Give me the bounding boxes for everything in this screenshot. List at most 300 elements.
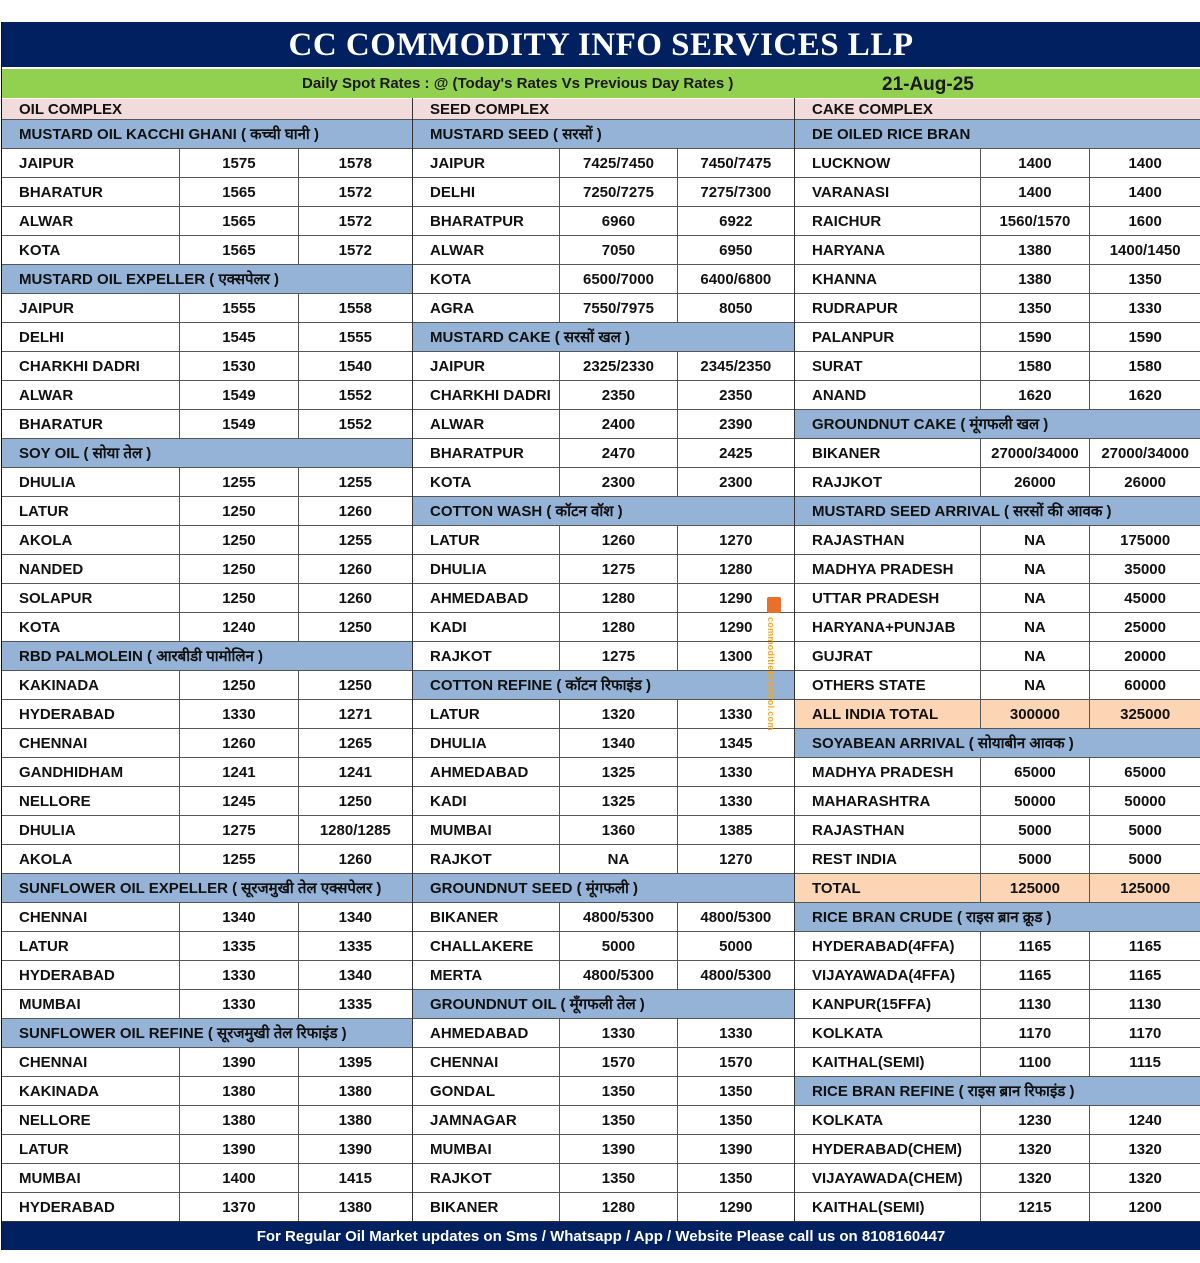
market-name: DHULIA [413, 729, 560, 757]
table-row [413, 1105, 794, 1134]
table-row [413, 525, 794, 554]
today-rate: 1580 [981, 352, 1091, 380]
previous-rate: 1260 [338, 503, 372, 520]
today-rate: 1555 [180, 294, 298, 322]
table-row [413, 757, 794, 786]
previous-rate: 1290 [719, 619, 753, 636]
previous-rate: 1130 [1128, 996, 1162, 1013]
previous-rate: 1350 [719, 1112, 753, 1129]
market-name: HYDERABAD(CHEM) [795, 1135, 981, 1163]
previous-rate: 1255 [338, 532, 372, 549]
today-rate: NA [981, 613, 1091, 641]
today-rate: NA [560, 845, 677, 873]
table-row [413, 931, 794, 960]
today-rate: 1330 [560, 1019, 677, 1047]
today-rate: 1245 [180, 787, 298, 815]
section-title: SUNFLOWER OIL REFINE ( सूरजमुखी तेल रिफाइंड ) [2, 1018, 412, 1047]
section-title: RICE BRAN REFINE ( राइस ब्रान रिफाइंड ) [795, 1076, 1200, 1105]
section-title: COTTON REFINE ( कॉटन रिफाइंड ) [413, 670, 794, 699]
market-name: AKOLA [2, 526, 180, 554]
today-rate: 1575 [180, 149, 298, 177]
previous-rate: 1335 [338, 938, 372, 955]
previous-rate: 1250 [338, 619, 372, 636]
section-title: RBD PALMOLEIN ( आरबीडी पामोलिन ) [2, 641, 412, 670]
table-row [795, 1134, 1200, 1163]
previous-rate: 1380 [338, 1112, 372, 1129]
today-rate: 1250 [180, 526, 298, 554]
previous-rate: 1240 [1128, 1112, 1162, 1129]
market-name: AGRA [413, 294, 560, 322]
section-title: GROUNDNUT SEED ( मूंगफली ) [413, 873, 794, 902]
rates-label: Daily Spot Rates : @ (Today's Rates Vs Previous Day Rates ) [302, 75, 734, 92]
market-name: HYDERABAD [2, 961, 180, 989]
table-row [413, 728, 794, 757]
table-row [795, 264, 1200, 293]
market-name: CHENNAI [2, 729, 180, 757]
table-row [2, 1163, 412, 1192]
market-name: NELLORE [2, 1106, 180, 1134]
market-name: BIKANER [795, 439, 981, 467]
report-date: 21-Aug-25 [882, 74, 974, 95]
market-name: LATUR [2, 1135, 180, 1163]
market-name: KAITHAL(SEMI) [795, 1048, 981, 1076]
table-row [2, 235, 412, 264]
previous-rate: 1350 [719, 1170, 753, 1187]
market-name: BHARATUR [2, 410, 180, 438]
table-row [795, 148, 1200, 177]
today-rate: 1170 [981, 1019, 1091, 1047]
today-rate: 1275 [180, 816, 298, 844]
today-rate: 1560/1570 [981, 207, 1091, 235]
market-name: VARANASI [795, 178, 981, 206]
table-row [413, 148, 794, 177]
table-row [413, 235, 794, 264]
section-title: SOYABEAN ARRIVAL ( सोयाबीन आवक ) [795, 728, 1200, 757]
table-row [413, 177, 794, 206]
today-rate: 1549 [180, 410, 298, 438]
previous-rate: 1320 [1128, 1141, 1162, 1158]
today-rate: 1100 [981, 1048, 1091, 1076]
previous-rate: 1400/1450 [1109, 242, 1181, 259]
table-row [795, 322, 1200, 351]
section-title: GROUNDNUT OIL ( मूँगफली तेल ) [413, 989, 794, 1018]
previous-rate: 4800/5300 [700, 909, 772, 926]
today-rate: 1545 [180, 323, 298, 351]
today-rate: 1530 [180, 352, 298, 380]
today-rate: 1340 [560, 729, 677, 757]
today-rate: 1350 [981, 294, 1091, 322]
table-row [2, 351, 412, 380]
table-row [413, 1134, 794, 1163]
market-name: CHENNAI [2, 903, 180, 931]
table-row [2, 293, 412, 322]
market-name: BHARATPUR [413, 207, 560, 235]
market-name: RAJJKOT [795, 468, 981, 496]
table-row [2, 931, 412, 960]
today-rate: 4800/5300 [560, 961, 677, 989]
market-name: LATUR [413, 700, 560, 728]
table-row [2, 670, 412, 699]
complex-heading: SEED COMPLEX [413, 98, 794, 119]
table-row [2, 148, 412, 177]
today-rate: 2400 [560, 410, 677, 438]
previous-rate: 1380 [338, 1083, 372, 1100]
today-rate: 1335 [180, 932, 298, 960]
previous-rate: 1558 [338, 300, 372, 317]
today-rate: 1549 [180, 381, 298, 409]
market-name: PALANPUR [795, 323, 981, 351]
table-row [2, 902, 412, 931]
today-rate: NA [981, 526, 1091, 554]
today-rate: 6500/7000 [560, 265, 677, 293]
today-rate: 1260 [180, 729, 298, 757]
previous-rate: 1270 [719, 851, 753, 868]
previous-rate: 7275/7300 [700, 184, 772, 201]
market-name: OTHERS STATE [795, 671, 981, 699]
section-title: MUSTARD CAKE ( सरसों खल ) [413, 322, 794, 351]
table-row [2, 583, 412, 612]
market-name: VIJAYAWADA(CHEM) [795, 1164, 981, 1192]
market-name: AHMEDABAD [413, 1019, 560, 1047]
today-rate: 1165 [981, 961, 1091, 989]
previous-rate: 1165 [1128, 967, 1162, 984]
previous-rate: 1290 [719, 590, 753, 607]
market-name: DHULIA [2, 816, 180, 844]
previous-rate: 1620 [1128, 387, 1162, 404]
table-row [795, 293, 1200, 322]
previous-rate: 25000 [1124, 619, 1166, 636]
section-title: SUNFLOWER OIL EXPELLER ( सूरजमुखी तेल एक्सपेलर ) [2, 873, 412, 902]
market-name: LATUR [2, 497, 180, 525]
table-row [795, 1018, 1200, 1047]
complex-columns [2, 98, 1200, 1221]
market-name: RAJASTHAN [795, 816, 981, 844]
today-rate: 1380 [180, 1106, 298, 1134]
previous-rate: 1320 [1128, 1170, 1162, 1187]
previous-rate: 1300 [719, 648, 753, 665]
market-name: JAMNAGAR [413, 1106, 560, 1134]
table-row [413, 554, 794, 583]
today-rate: 1380 [180, 1077, 298, 1105]
table-row [795, 380, 1200, 409]
previous-rate: 1400 [1128, 155, 1162, 172]
previous-rate: 1415 [338, 1170, 372, 1187]
market-name: JAIPUR [413, 149, 560, 177]
market-name: UTTAR PRADESH [795, 584, 981, 612]
market-name: RAICHUR [795, 207, 981, 235]
market-name: GANDHIDHAM [2, 758, 180, 786]
market-name: ALWAR [2, 381, 180, 409]
today-rate: 1255 [180, 468, 298, 496]
previous-rate: 1572 [338, 242, 372, 259]
page-title: CC COMMODITY INFO SERVICES LLP [2, 22, 1200, 67]
table-row [2, 496, 412, 525]
table-row [2, 409, 412, 438]
previous-rate: 1280 [719, 561, 753, 578]
table-row [2, 1076, 412, 1105]
table-row [2, 786, 412, 815]
market-name: KOTA [413, 265, 560, 293]
today-rate: 65000 [981, 758, 1091, 786]
previous-rate: 6922 [719, 213, 753, 230]
market-name: AHMEDABAD [413, 758, 560, 786]
section-title: GROUNDNUT CAKE ( मूंगफली खल ) [795, 409, 1200, 438]
previous-rate: 50000 [1124, 793, 1166, 810]
previous-rate: 4800/5300 [700, 967, 772, 984]
previous-rate: 1330 [1128, 300, 1162, 317]
market-name: ALWAR [2, 207, 180, 235]
today-rate: 1620 [981, 381, 1091, 409]
market-name: DHULIA [413, 555, 560, 583]
table-row [2, 815, 412, 844]
today-rate: 1400 [981, 178, 1091, 206]
section-title: MUSTARD SEED ( सरसों ) [413, 119, 794, 148]
today-rate: 1320 [981, 1135, 1091, 1163]
section-title: DE OILED RICE BRAN [795, 119, 1200, 148]
market-name: KHANNA [795, 265, 981, 293]
seed-complex-column [413, 98, 795, 1221]
previous-rate: 1552 [338, 416, 372, 433]
today-rate: 5000 [560, 932, 677, 960]
today-rate: 7550/7975 [560, 294, 677, 322]
table-row [795, 206, 1200, 235]
market-name: BIKANER [413, 1193, 560, 1221]
market-name: MAHARASHTRA [795, 787, 981, 815]
today-rate: 1240 [180, 613, 298, 641]
market-name: MUMBAI [2, 990, 180, 1018]
today-rate: 50000 [981, 787, 1091, 815]
previous-rate: 1570 [719, 1054, 753, 1071]
market-name: JAIPUR [2, 294, 180, 322]
market-name: KOTA [2, 236, 180, 264]
table-row [413, 1163, 794, 1192]
today-rate: 1320 [981, 1164, 1091, 1192]
previous-rate: 2300 [719, 474, 753, 491]
table-row [413, 438, 794, 467]
previous-rate: 6400/6800 [700, 271, 772, 288]
table-row [795, 641, 1200, 670]
previous-rate: 175000 [1120, 532, 1171, 549]
today-rate: 1570 [560, 1048, 677, 1076]
previous-rate: 1390 [719, 1141, 753, 1158]
market-name: CHARKHI DADRI [413, 381, 560, 409]
today-rate: NA [981, 642, 1091, 670]
today-rate: 1250 [180, 497, 298, 525]
table-row [2, 612, 412, 641]
market-name: HARYANA [795, 236, 981, 264]
total-row [795, 699, 1200, 728]
previous-rate: 1350 [1128, 271, 1162, 288]
previous-rate: 2390 [719, 416, 753, 433]
today-rate: 4800/5300 [560, 903, 677, 931]
table-row [795, 1163, 1200, 1192]
previous-rate: 1271 [338, 706, 372, 723]
market-name: KAITHAL(SEMI) [795, 1193, 981, 1221]
table-row [795, 960, 1200, 989]
table-row [795, 438, 1200, 467]
section-title: SOY OIL ( सोया तेल ) [2, 438, 412, 467]
table-row [413, 467, 794, 496]
table-row [2, 1047, 412, 1076]
market-name: JAIPUR [2, 149, 180, 177]
today-rate: NA [981, 555, 1091, 583]
market-name: SURAT [795, 352, 981, 380]
previous-rate: 1400 [1128, 184, 1162, 201]
table-row [2, 989, 412, 1018]
market-name: DELHI [2, 323, 180, 351]
previous-rate: 1250 [338, 793, 372, 810]
previous-rate: 1165 [1128, 938, 1162, 955]
market-name: NANDED [2, 555, 180, 583]
market-name: DELHI [413, 178, 560, 206]
market-name: KOTA [2, 613, 180, 641]
table-row [2, 844, 412, 873]
previous-rate: 325000 [1120, 706, 1171, 723]
previous-rate: 7450/7475 [700, 155, 772, 172]
table-row [413, 612, 794, 641]
previous-rate: 1170 [1128, 1025, 1162, 1042]
today-rate: 1590 [981, 323, 1091, 351]
today-rate: 1325 [560, 787, 677, 815]
market-name: CHENNAI [2, 1048, 180, 1076]
watermark-logo-icon [767, 597, 781, 613]
previous-rate: 1330 [719, 706, 753, 723]
market-name: ALWAR [413, 410, 560, 438]
market-name: KANPUR(15FFA) [795, 990, 981, 1018]
table-row [2, 322, 412, 351]
table-row [2, 1192, 412, 1221]
previous-rate: 1390 [338, 1141, 372, 1158]
market-name: RAJKOT [413, 1164, 560, 1192]
oil-complex-column [2, 98, 413, 1221]
market-name: RUDRAPUR [795, 294, 981, 322]
previous-rate: 1270 [719, 532, 753, 549]
previous-rate: 1330 [719, 1025, 753, 1042]
today-rate: 1370 [180, 1193, 298, 1221]
market-name: ANAND [795, 381, 981, 409]
previous-rate: 45000 [1124, 590, 1166, 607]
today-rate: 1330 [180, 961, 298, 989]
table-row [2, 380, 412, 409]
table-row [413, 960, 794, 989]
section-title: MUSTARD OIL KACCHI GHANI ( कच्ची घानी ) [2, 119, 412, 148]
table-row [2, 699, 412, 728]
market-name: RAJKOT [413, 845, 560, 873]
market-name: CHENNAI [413, 1048, 560, 1076]
table-row [413, 351, 794, 380]
today-rate: 1320 [560, 700, 677, 728]
today-rate: 300000 [981, 700, 1091, 728]
market-name: BHARATPUR [413, 439, 560, 467]
market-name: MUMBAI [413, 1135, 560, 1163]
today-rate: 27000/34000 [981, 439, 1091, 467]
market-name: HARYANA+PUNJAB [795, 613, 981, 641]
table-row [413, 380, 794, 409]
previous-rate: 5000 [1128, 851, 1162, 868]
market-name: HYDERABAD [2, 700, 180, 728]
today-rate: 1360 [560, 816, 677, 844]
market-name: KOTA [413, 468, 560, 496]
market-name: MERTA [413, 961, 560, 989]
today-rate: 1350 [560, 1106, 677, 1134]
today-rate: 7425/7450 [560, 149, 677, 177]
table-row [795, 931, 1200, 960]
market-name: BHARATUR [2, 178, 180, 206]
previous-rate: 1335 [338, 996, 372, 1013]
today-rate: 5000 [981, 845, 1091, 873]
previous-rate: 1580 [1128, 358, 1162, 375]
complex-heading: OIL COMPLEX [2, 98, 412, 119]
market-name: KAKINADA [2, 1077, 180, 1105]
market-name: MUMBAI [2, 1164, 180, 1192]
previous-rate: 1572 [338, 184, 372, 201]
market-name: MADHYA PRADESH [795, 758, 981, 786]
previous-rate: 1380 [338, 1199, 372, 1216]
previous-rate: 5000 [719, 938, 753, 955]
previous-rate: 65000 [1124, 764, 1166, 781]
previous-rate: 1200 [1128, 1199, 1162, 1216]
market-name: SOLAPUR [2, 584, 180, 612]
previous-rate: 1590 [1128, 329, 1162, 346]
table-row [413, 1076, 794, 1105]
previous-rate: 1552 [338, 387, 372, 404]
previous-rate: 1255 [338, 474, 372, 491]
market-name: JAIPUR [413, 352, 560, 380]
market-name: CHARKHI DADRI [2, 352, 180, 380]
previous-rate: 6950 [719, 242, 753, 259]
previous-rate: 1600 [1128, 213, 1162, 230]
today-rate: 1390 [180, 1135, 298, 1163]
market-name: ALL INDIA TOTAL [795, 700, 981, 728]
table-row [795, 235, 1200, 264]
market-name: GUJRAT [795, 642, 981, 670]
table-row [413, 699, 794, 728]
rates-bar [2, 67, 1200, 98]
table-row [2, 728, 412, 757]
market-name: MADHYA PRADESH [795, 555, 981, 583]
market-name: ALWAR [413, 236, 560, 264]
previous-rate: 125000 [1120, 880, 1171, 897]
table-row [413, 583, 794, 612]
section-title: MUSTARD OIL EXPELLER ( एक्सपेलर ) [2, 264, 412, 293]
table-row [2, 1134, 412, 1163]
market-name: KOLKATA [795, 1106, 981, 1134]
table-row [795, 844, 1200, 873]
table-row [413, 264, 794, 293]
today-rate: 7050 [560, 236, 677, 264]
today-rate: 1350 [560, 1164, 677, 1192]
table-row [2, 554, 412, 583]
today-rate: 1280 [560, 613, 677, 641]
table-row [413, 844, 794, 873]
previous-rate: 1340 [338, 967, 372, 984]
today-rate: 1280 [560, 1193, 677, 1221]
table-row [795, 612, 1200, 641]
section-title: RICE BRAN CRUDE ( राइस ब्रान क्रूड ) [795, 902, 1200, 931]
today-rate: 1255 [180, 845, 298, 873]
table-row [413, 641, 794, 670]
previous-rate: 1260 [338, 851, 372, 868]
section-title: COTTON WASH ( कॉटन वॉश ) [413, 496, 794, 525]
today-rate: 1400 [180, 1164, 298, 1192]
market-name: RAJKOT [413, 642, 560, 670]
table-row [795, 467, 1200, 496]
table-row [413, 409, 794, 438]
table-row [413, 206, 794, 235]
market-name: MUMBAI [413, 816, 560, 844]
today-rate: 1565 [180, 236, 298, 264]
table-row [795, 554, 1200, 583]
